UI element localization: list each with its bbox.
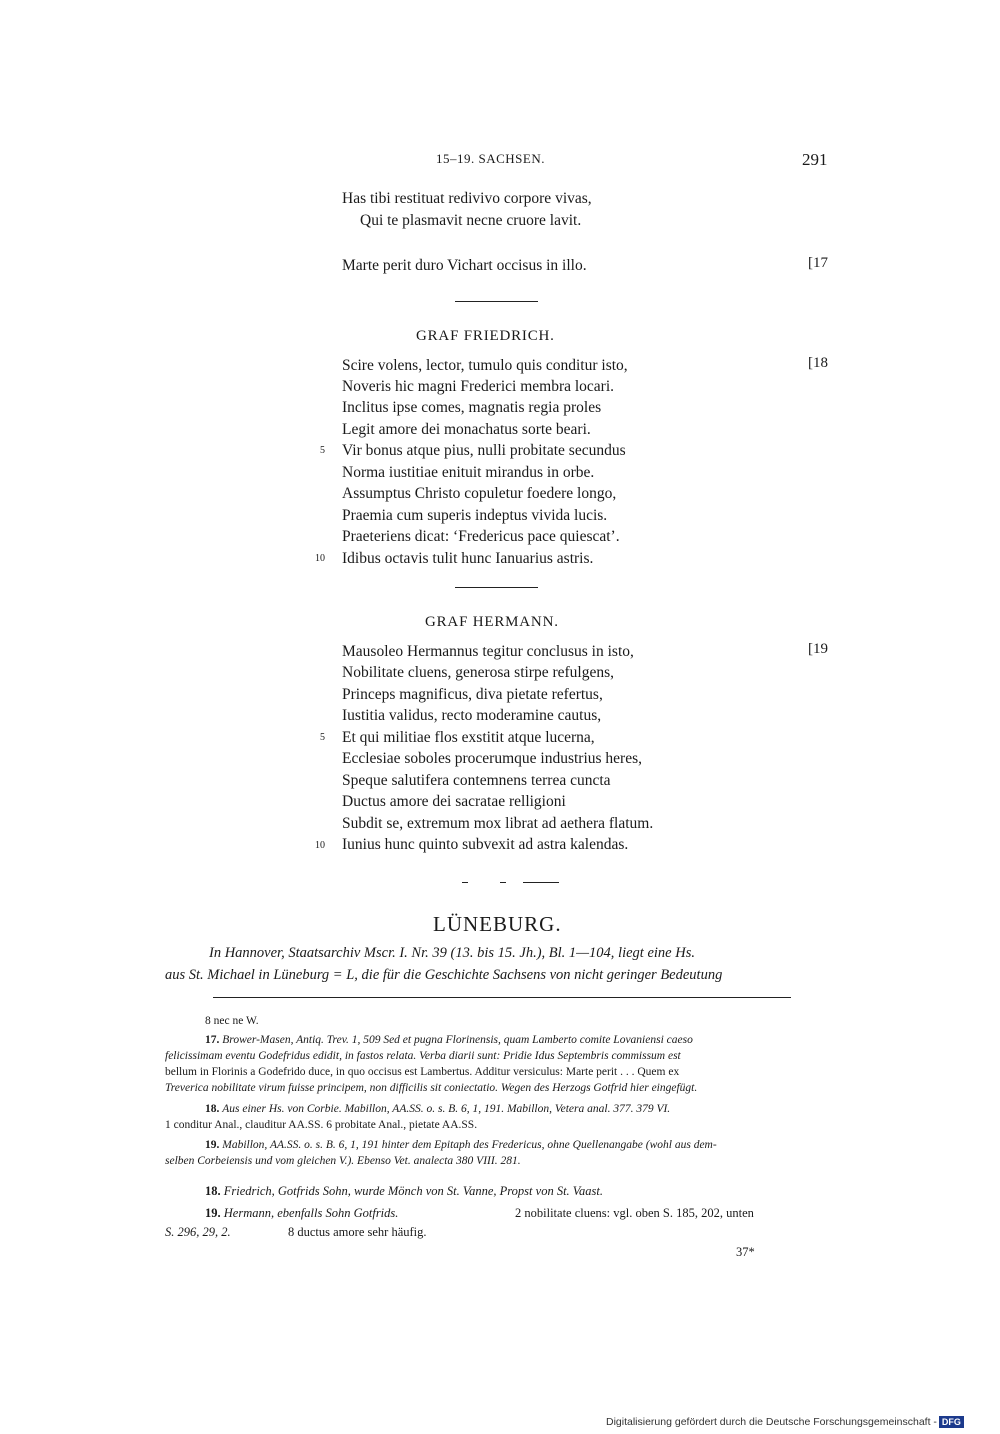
section-divider (455, 301, 538, 302)
apparatus-line: Treverica nobilitate virum fuisse principem, non difficilis sit coniectatio. Wegen des Herzogs Gotfrid hier eingefügt. (165, 1082, 698, 1094)
apparatus-line: selben Corbeiensis und vom gleichen V.). Ebenso Vet. analecta 380 VIII. 281. (165, 1155, 521, 1167)
credit-text: Digitalisierung gefördert durch die Deutsche Forschungsgemeinschaft - (606, 1416, 937, 1428)
apparatus-line: bellum in Florinis a Godefrido duce, in quo occisus est Lambertus. Additur versiculus: Marte perit . . . Quem ex (165, 1066, 680, 1078)
commentary-line: S. 296, 29, 2. (165, 1225, 231, 1239)
verse-line: Has tibi restituat redivivo corpore vivas, (342, 190, 592, 207)
verse-line: Ecclesiae soboles procerumque industrius heres, (342, 750, 643, 767)
apparatus-line: 1 conditur Anal., clauditur AA.SS. 6 probitate Anal., pietate AA.SS. (165, 1119, 478, 1131)
apparatus-note-17 (205, 1032, 693, 1049)
epitaph-ref-19: [19 (808, 641, 828, 657)
verse-line: Praeteriens dicat: ‘Fredericus pace quiescat’. (342, 528, 620, 545)
verse-line: Scire volens, lector, tumulo quis conditur isto, (342, 357, 628, 374)
divider-fragment (500, 882, 506, 883)
commentary-line: 2 nobilitate cluens: vgl. oben S. 185, 202, unten (515, 1206, 754, 1220)
commentary-18 (205, 1184, 603, 1199)
note-text: Friedrich, Gotfrids Sohn, wurde Mönch von St. Vanne, Propst von St. Vaast. (223, 1184, 604, 1198)
verse-line: Legit amore dei monachatus sorte beari. (342, 421, 591, 438)
dfg-credit (606, 1416, 964, 1428)
line-number: 10 (315, 553, 325, 564)
verse-line: Norma iustitiae enituit mirandus in orbe. (342, 464, 595, 481)
epitaph-ref-17: [17 (808, 255, 828, 271)
apparatus-line: felicissimam eventu Godefridus edidit, in fastos relata. Verba diarii sunt: Pridie Idus Septembris commissum est (165, 1050, 681, 1062)
verse-line: Subdit se, extremum mox librat ad aethera flatum. (342, 815, 654, 832)
page-number: 291 (802, 150, 828, 169)
section-title-hermann: GRAF HERMANN. (425, 614, 559, 630)
verse-line: Vir bonus atque pius, nulli probitate secundus (342, 442, 626, 459)
section-title-friedrich: GRAF FRIEDRICH. (416, 328, 555, 344)
apparatus-note-8: 8 nec ne W. (205, 1015, 259, 1027)
note-number: 19. (205, 1206, 221, 1220)
line-number: 5 (320, 732, 325, 743)
signature-mark: 37* (736, 1245, 755, 1259)
running-title: 15–19. SACHSEN. (436, 151, 545, 166)
verse-line: Speque salutifera contemnens terrea cuncta (342, 772, 611, 789)
divider-fragment (462, 882, 468, 883)
section-divider (455, 587, 538, 588)
note-text: Brower-Masen, Antiq. Trev. 1, 509 Sed et pugna Florinensis, quam Lamberto comite Lovaniensi caeso (222, 1034, 693, 1046)
verse-line: Princeps magnificus, diva pietate refertus, (342, 686, 603, 703)
note-text: Mabillon, AA.SS. o. s. B. 6, 1, 191 hinter dem Epitaph des Fredericus, ohne Quellenangabe (wohl aus dem- (222, 1139, 717, 1151)
chapter-title-lueneburg: LÜNEBURG. (433, 912, 562, 936)
dfg-logo: DFG (939, 1416, 964, 1428)
verse-line: Noveris hic magni Frederici membra locari. (342, 378, 615, 395)
commentary-19 (205, 1206, 398, 1221)
verse-line: Qui te plasmavit necne cruore lavit. (360, 212, 582, 229)
verse-line: Mausoleo Hermannus tegitur conclusus in isto, (342, 643, 634, 660)
verse-line: Inclitus ipse comes, magnatis regia proles (342, 399, 602, 416)
verse-line: Iustitia validus, recto moderamine cautus, (342, 707, 602, 724)
line-number: 5 (320, 445, 325, 456)
divider-fragment (523, 882, 559, 883)
note-number: 18. (205, 1184, 221, 1198)
commentary-line: 8 ductus amore sehr häufig. (288, 1225, 427, 1239)
apparatus-note-19 (205, 1137, 717, 1154)
epitaph-ref-18: [18 (808, 355, 828, 371)
footnote-rule (213, 997, 791, 998)
verse-line: Et qui militiae flos exstitit atque lucerna, (342, 729, 595, 746)
verse-line: Assumptus Christo copuletur foedere longo, (342, 485, 617, 502)
intro-text: aus St. Michael in Lüneburg = L, die für die Geschichte Sachsens von nicht geringer Bedeutung (165, 967, 723, 983)
verse-line: Praemia cum superis indeptus vivida lucis. (342, 507, 608, 524)
verse-line: Nobilitate cluens, generosa stirpe refulgens, (342, 664, 615, 681)
verse-line: Idibus octavis tulit hunc Ianuarius astris. (342, 550, 594, 567)
verse-line: Marte perit duro Vichart occisus in illo. (342, 257, 587, 274)
line-number: 10 (315, 840, 325, 851)
apparatus-note-18 (205, 1101, 670, 1118)
note-text: Aus einer Hs. von Corbie. Mabillon, AA.SS. o. s. B. 6, 1, 191. Mabillon, Vetera anal. 377. 379 VI. (222, 1103, 671, 1115)
intro-text: In Hannover, Staatsarchiv Mscr. I. Nr. 39 (13. bis 15. Jh.), Bl. 1—104, liegt eine Hs. (209, 945, 695, 961)
note-number: 18. (205, 1103, 220, 1115)
verse-line: Iunius hunc quinto subvexit ad astra kalendas. (342, 836, 629, 853)
note-number: 17. (205, 1034, 220, 1046)
note-text: Hermann, ebenfalls Sohn Gotfrids. (223, 1206, 399, 1220)
note-number: 19. (205, 1139, 220, 1151)
verse-line: Ductus amore dei sacratae relligioni (342, 793, 566, 810)
